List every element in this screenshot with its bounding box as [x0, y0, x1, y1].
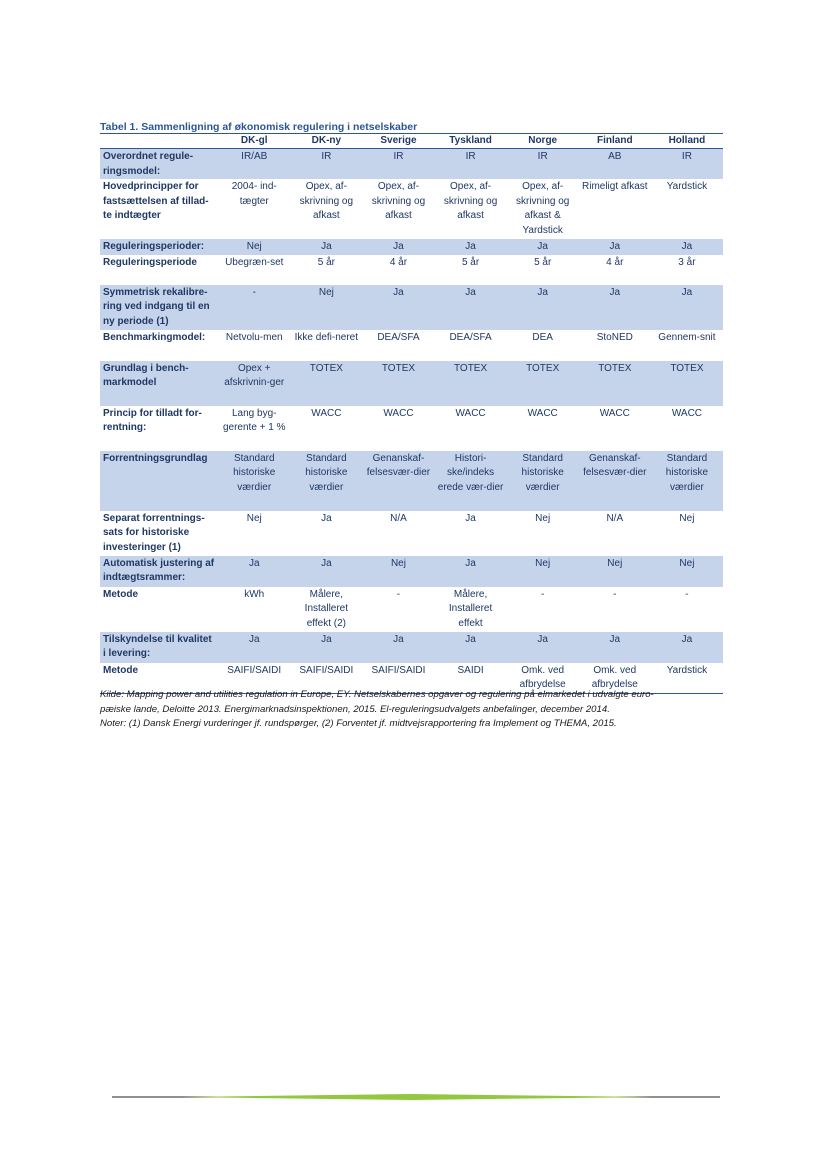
- table-cell: IR: [507, 149, 579, 180]
- table-cell: AB: [579, 149, 651, 180]
- row-label: Overordnet regule-ringsmodel:: [100, 149, 218, 180]
- table-cell: Ja: [435, 556, 507, 587]
- table-cell: WACC: [455, 407, 486, 419]
- row-label: Tilskyndelse til kvalitet i levering:: [100, 632, 218, 663]
- table-cell: N/A: [390, 512, 407, 524]
- header-cell-empty: [100, 134, 218, 149]
- table-cell: -: [685, 588, 689, 600]
- table-cell: Histori-ske/indeks erede vær-dier: [435, 451, 507, 511]
- table-cell: Standard historiske værdier: [507, 451, 579, 511]
- table-cell: Rimeligt afkast: [582, 181, 648, 192]
- table-cell: DEA: [532, 331, 553, 343]
- table-row: [100, 285, 723, 330]
- table-cell: -: [218, 285, 290, 330]
- table-cell: TOTEX: [435, 361, 507, 406]
- row-label: Princip for tilladt for-rentning:: [103, 407, 202, 433]
- table-cell: Ja: [651, 239, 723, 255]
- table-cell: Ikke defi-neret: [294, 331, 359, 343]
- table-cell: Ja: [435, 239, 507, 255]
- row-label: Separat forrentnings-sats for historiske investeringer (1): [103, 512, 205, 553]
- table-cell: kWh: [244, 588, 265, 600]
- table-cell: Nej: [290, 285, 362, 330]
- source-line: pæiske lande, Deloitte 2013. Energimarknadsinspektionen, 2015. El-reguleringsudvalgets anbefalinger, december 2014.: [100, 703, 610, 715]
- footer-divider: [112, 1093, 720, 1101]
- table-cell: 5 år: [317, 256, 335, 268]
- header-cell-tyskland: Tyskland: [435, 134, 507, 149]
- table-cell: Ja: [290, 239, 362, 255]
- table-cell: 3 år: [678, 256, 696, 268]
- table-header-row: [100, 134, 723, 149]
- table-cell: Ja: [321, 512, 332, 524]
- table-cell: Netvolu-men: [225, 331, 283, 343]
- table-cell: TOTEX: [651, 361, 723, 406]
- table-cell: Ja: [651, 632, 723, 663]
- table-cell: TOTEX: [290, 361, 362, 406]
- table-row: [100, 556, 723, 587]
- table-cell: Opex, af-skrivning og afkast: [371, 181, 426, 221]
- row-label: Benchmarkingmodel:: [103, 331, 206, 343]
- table-cell: 5 år: [534, 256, 552, 268]
- table-row: [100, 330, 723, 361]
- source-notes: [100, 688, 720, 732]
- table-cell: 2004- ind-tægter: [231, 181, 277, 207]
- table-cell: IR/AB: [218, 149, 290, 180]
- comparison-table: [100, 133, 723, 694]
- table-row: [100, 406, 723, 451]
- table-cell: -: [541, 588, 545, 600]
- table-cell: Ja: [579, 285, 651, 330]
- table-cell: SAIFI/SAIDI: [290, 663, 362, 694]
- table-cell: Ja: [218, 632, 290, 663]
- table-cell: Standard historiske værdier: [651, 451, 723, 511]
- table-cell: TOTEX: [579, 361, 651, 406]
- table-cell: -: [613, 588, 617, 600]
- table-row: [100, 587, 723, 632]
- table-row: [100, 511, 723, 556]
- table-cell: Nej: [535, 512, 551, 524]
- row-label: Symmetrisk rekalibre-ring ved indgang til en ny periode (1): [100, 285, 218, 330]
- table-cell: Nej: [579, 556, 651, 587]
- table-cell: Ja: [507, 285, 579, 330]
- table-cell: Målere, Installeret effekt (2): [304, 588, 349, 629]
- table-cell: Omk. ved afbrydelse: [579, 663, 651, 694]
- table-cell: Opex, af-skrivning og afkast: [443, 181, 498, 221]
- table-cell: N/A: [606, 512, 624, 524]
- table-cell: Ja: [435, 285, 507, 330]
- table-row: [100, 632, 723, 663]
- table-cell: 4 år: [389, 256, 408, 268]
- table-row: [100, 255, 723, 285]
- table-cell: Ja: [507, 239, 579, 255]
- table-cell: Ja: [290, 556, 362, 587]
- table-cell: Omk. ved afbrydelse: [507, 663, 579, 694]
- row-label: Forrentningsgrundlag: [100, 451, 218, 511]
- notes-line: Noter: (1) Dansk Energi vurderinger jf. rundspørger, (2) Forventet jf. midtvejsrapportering fra Implement og THEMA, 2015.: [100, 718, 617, 730]
- table-cell: StoNED: [596, 331, 633, 343]
- table-cell: SAIDI: [435, 663, 507, 694]
- header-cell-sverige: Sverige: [362, 134, 434, 149]
- table-cell: SAIFI/SAIDI: [218, 663, 290, 694]
- table-cell: IR: [651, 149, 723, 180]
- table-cell: Opex + afskrivnin-ger: [218, 361, 290, 406]
- table-cell: Ja: [218, 556, 290, 587]
- table-cell: Ja: [579, 239, 651, 255]
- header-cell-holland: Holland: [651, 134, 723, 149]
- table-cell: 4 år: [606, 256, 624, 268]
- table-cell: Yardstick: [651, 663, 723, 694]
- table-cell: IR: [290, 149, 362, 180]
- row-label: Metode: [100, 663, 218, 694]
- source-line: Kilde: Mapping power and utilities regulation in Europe, EY. Netselskabernes opgaver og regulering på elmarkedet i udvalgte euro-: [100, 689, 654, 700]
- table-cell: DEA/SFA: [449, 331, 492, 343]
- table-cell: Ja: [362, 285, 434, 330]
- table-cell: Ja: [435, 632, 507, 663]
- table-cell: IR: [362, 149, 434, 180]
- row-label: Hovedprincipper for fastsættelsen af tillad-te indtægter: [103, 181, 209, 221]
- table-cell: -: [396, 588, 401, 600]
- table-cell: WACC: [311, 407, 342, 419]
- table-row: [100, 361, 723, 406]
- table-caption: Tabel 1. Sammenligning af økonomisk regulering i netselskaber: [100, 121, 418, 133]
- header-cell-dk-gl: DK-gl: [218, 134, 290, 149]
- row-label: Reguleringsperiode: [103, 256, 197, 268]
- table-row: [100, 239, 723, 255]
- table-cell: Ubegræn-set: [225, 256, 284, 268]
- row-label: Reguleringsperioder:: [100, 239, 218, 255]
- table-cell: 5 år: [461, 256, 480, 268]
- table-cell: TOTEX: [507, 361, 579, 406]
- table-row: [100, 149, 723, 180]
- header-cell-finland: Finland: [579, 134, 651, 149]
- table-cell: Nej: [246, 512, 262, 524]
- row-label: Grundlag i bench-markmodel: [100, 361, 218, 406]
- table-cell: Lang byg-gerente + 1 %: [222, 407, 286, 433]
- table-cell: SAIFI/SAIDI: [362, 663, 434, 694]
- table-cell: Ja: [651, 285, 723, 330]
- table-cell: Nej: [362, 556, 434, 587]
- table-cell: Standard historiske værdier: [290, 451, 362, 511]
- table-cell: Nej: [679, 512, 695, 524]
- table-cell: WACC: [527, 407, 558, 419]
- table-cell: Nej: [507, 556, 579, 587]
- header-cell-norge: Norge: [507, 134, 579, 149]
- table-cell: Ja: [362, 239, 434, 255]
- table-cell: Gennem-snit: [658, 331, 716, 343]
- table-cell: Opex, af-skrivning og afkast & Yardstick: [516, 181, 570, 236]
- table-cell: Opex, af-skrivning og afkast: [299, 181, 354, 221]
- table-cell: DEA/SFA: [377, 331, 420, 343]
- table-cell: Ja: [362, 632, 434, 663]
- table-cell: Genanskaf-felsesvær-dier: [579, 451, 651, 511]
- table-cell: WACC: [671, 407, 703, 419]
- table-cell: Ja: [507, 632, 579, 663]
- table-cell: IR: [435, 149, 507, 180]
- row-label: Metode: [103, 588, 138, 600]
- table-cell: Ja: [290, 632, 362, 663]
- table-row: [100, 451, 723, 511]
- table-cell: Ja: [579, 632, 651, 663]
- table-cell: WACC: [599, 407, 630, 419]
- table-cell: Ja: [465, 512, 476, 524]
- header-cell-dk-ny: DK-ny: [290, 134, 362, 149]
- table-cell: Nej: [218, 239, 290, 255]
- table-cell: Yardstick: [666, 181, 708, 192]
- table-cell: Nej: [651, 556, 723, 587]
- table-row: [100, 179, 723, 239]
- table-cell: Målere, Installeret effekt: [448, 588, 493, 629]
- row-label: Automatisk justering af indtægtsrammer:: [100, 556, 218, 587]
- table-cell: Standard historiske værdier: [218, 451, 290, 511]
- table-cell: TOTEX: [362, 361, 434, 406]
- table-cell: WACC: [383, 407, 414, 419]
- table-cell: Genanskaf-felsesvær-dier: [362, 451, 434, 511]
